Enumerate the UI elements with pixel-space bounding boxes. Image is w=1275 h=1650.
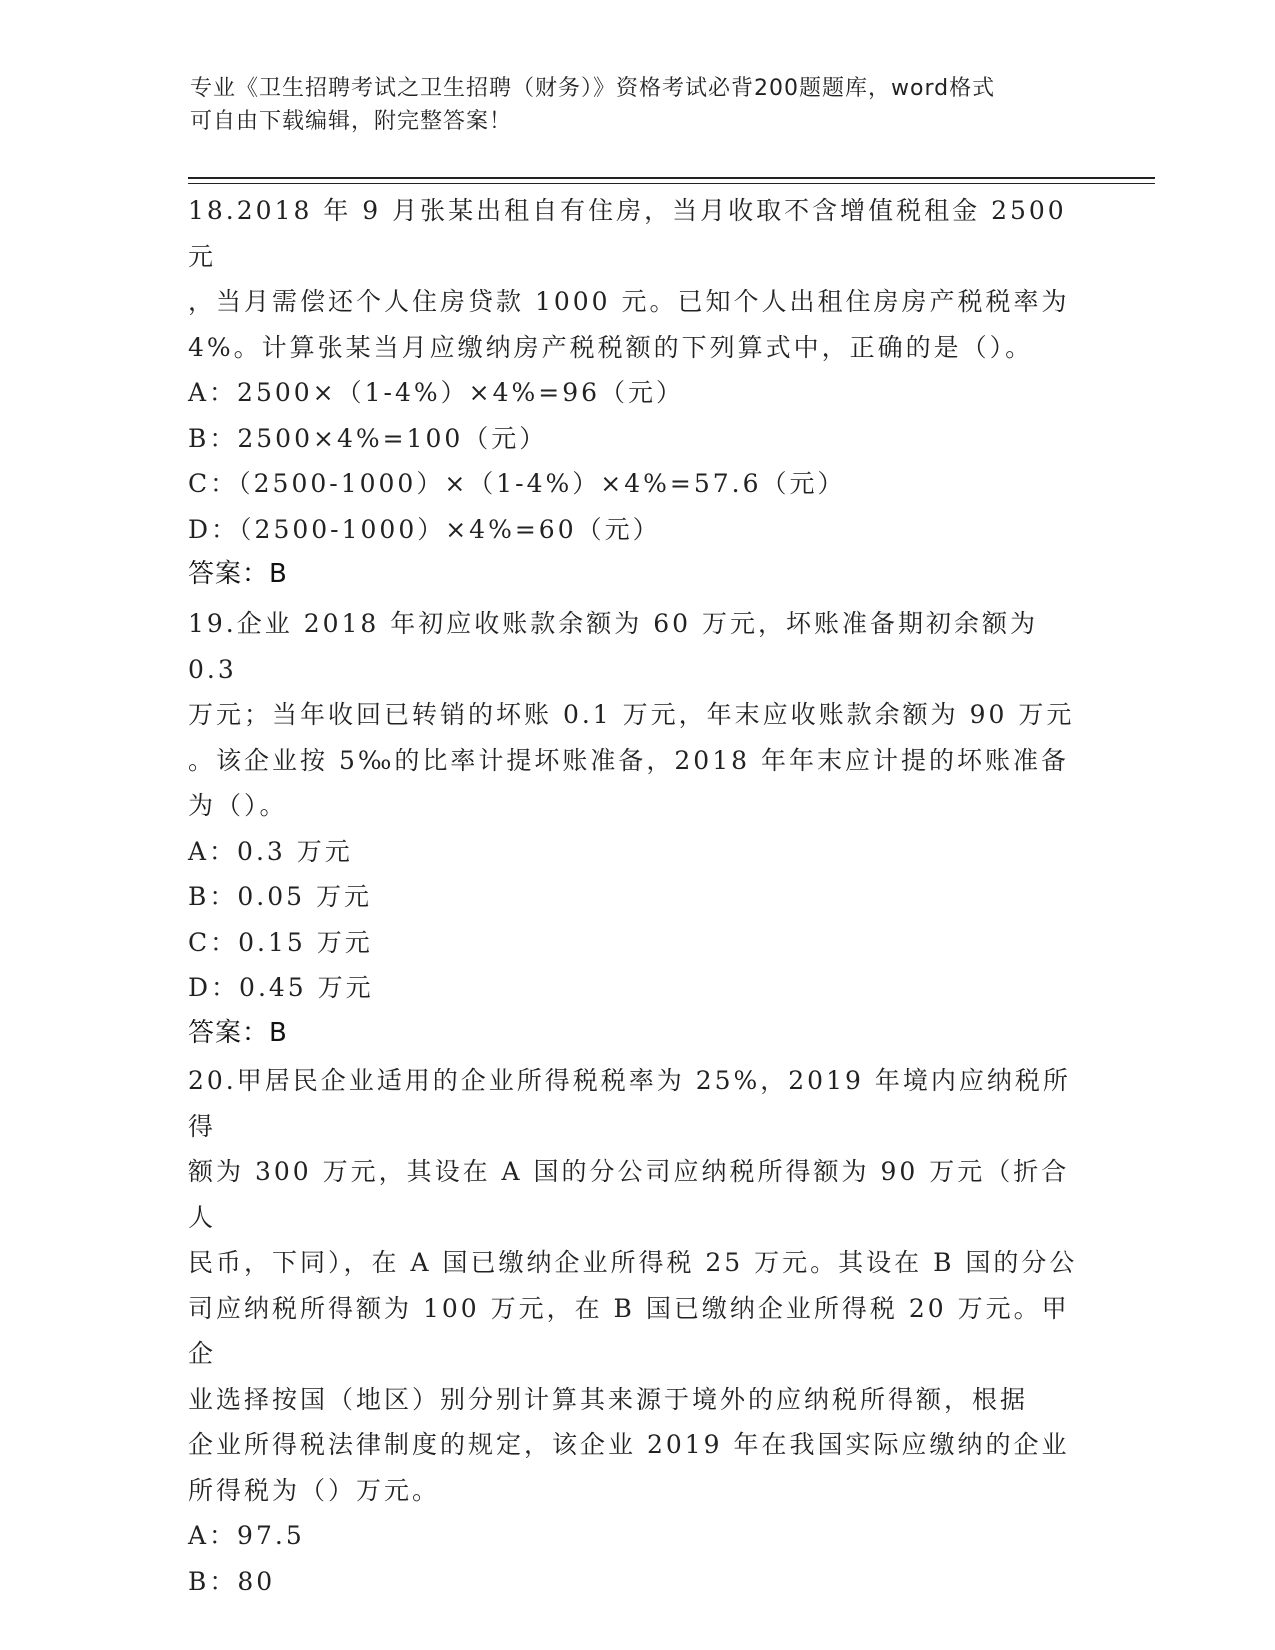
option-b: B：2500×4%=100（元） xyxy=(188,423,548,453)
stem-line: 4%。计算张某当月应缴纳房产税税额的下列算式中，正确的是（）。 xyxy=(188,332,1034,362)
stem-line: 民币，下同），在 A 国已缴纳企业所得税 25 万元。其设在 B 国的分公 xyxy=(188,1248,1078,1277)
option-c: C：（2500-1000）×（1-4%）×4%=57.6（元） xyxy=(188,469,846,498)
answer: 答案：B xyxy=(188,559,288,589)
stem-line: 所得税为（）万元。 xyxy=(188,1475,441,1505)
question-19 xyxy=(188,601,1078,1056)
stem-line: ，当月需偿还个人住房贷款 1000 元。已知个人出租住房房产税税率为 xyxy=(188,287,1070,316)
header-line-1: 专业《卫生招聘考试之卫生招聘（财务）》资格考试必背200题题库，word格式 xyxy=(190,76,996,101)
question-18 xyxy=(188,188,1078,597)
stem-line: 额为 300 万元，其设在 A 国的分公司应纳税所得额为 90 万元（折合人 xyxy=(188,1157,1070,1232)
stem-line: 企业所得税法律制度的规定，该企业 2019 年在我国实际应缴纳的企业 xyxy=(188,1430,1070,1459)
stem-line: 业选择按国（地区）别分别计算其来源于境外的应纳税所得额，根据 xyxy=(188,1384,1029,1414)
header-line-2: 可自由下载编辑，附完整答案！ xyxy=(190,109,513,134)
answer: 答案：B xyxy=(188,1017,288,1048)
question-20 xyxy=(188,1058,1078,1604)
option-b: B：80 xyxy=(188,1566,276,1596)
option-c: C：0.15 万元 xyxy=(188,927,373,957)
stem-line: 19.企业 2018 年初应收账款余额为 60 万元，坏账准备期初余额为 0.3 xyxy=(188,609,1038,684)
document-header xyxy=(190,72,1090,138)
header-divider-thin xyxy=(188,183,1155,184)
header-divider-thick xyxy=(188,177,1155,179)
stem-line: 。该企业按 5‰的比率计提坏账准备，2018 年年末应计提的坏账准备 xyxy=(188,745,1069,775)
question-stem xyxy=(188,601,1078,829)
option-d: D：（2500-1000）×4%=60（元） xyxy=(188,514,661,544)
option-a: A：2500×（1-4%）×4%=96（元） xyxy=(188,378,685,407)
stem-line: 18.2018 年 9 月张某出租自有住房，当月收取不含增值税租金 2500 元 xyxy=(188,196,1067,271)
option-b: B：0.05 万元 xyxy=(188,882,372,911)
question-stem xyxy=(188,188,1078,370)
option-d: D：0.45 万元 xyxy=(188,973,374,1002)
stem-line: 司应纳税所得额为 100 万元，在 B 国已缴纳企业所得税 20 万元。甲企 xyxy=(188,1293,1070,1368)
option-a: A：97.5 xyxy=(188,1521,305,1550)
question-stem xyxy=(188,1058,1078,1513)
option-a: A：0.3 万元 xyxy=(188,836,353,866)
stem-line: 20.甲居民企业适用的企业所得税税率为 25%，2019 年境内应纳税所得 xyxy=(188,1066,1071,1141)
stem-line: 为（）。 xyxy=(188,791,288,820)
stem-line: 万元；当年收回已转销的坏账 0.1 万元，年末应收账款余额为 90 万元 xyxy=(188,700,1075,729)
